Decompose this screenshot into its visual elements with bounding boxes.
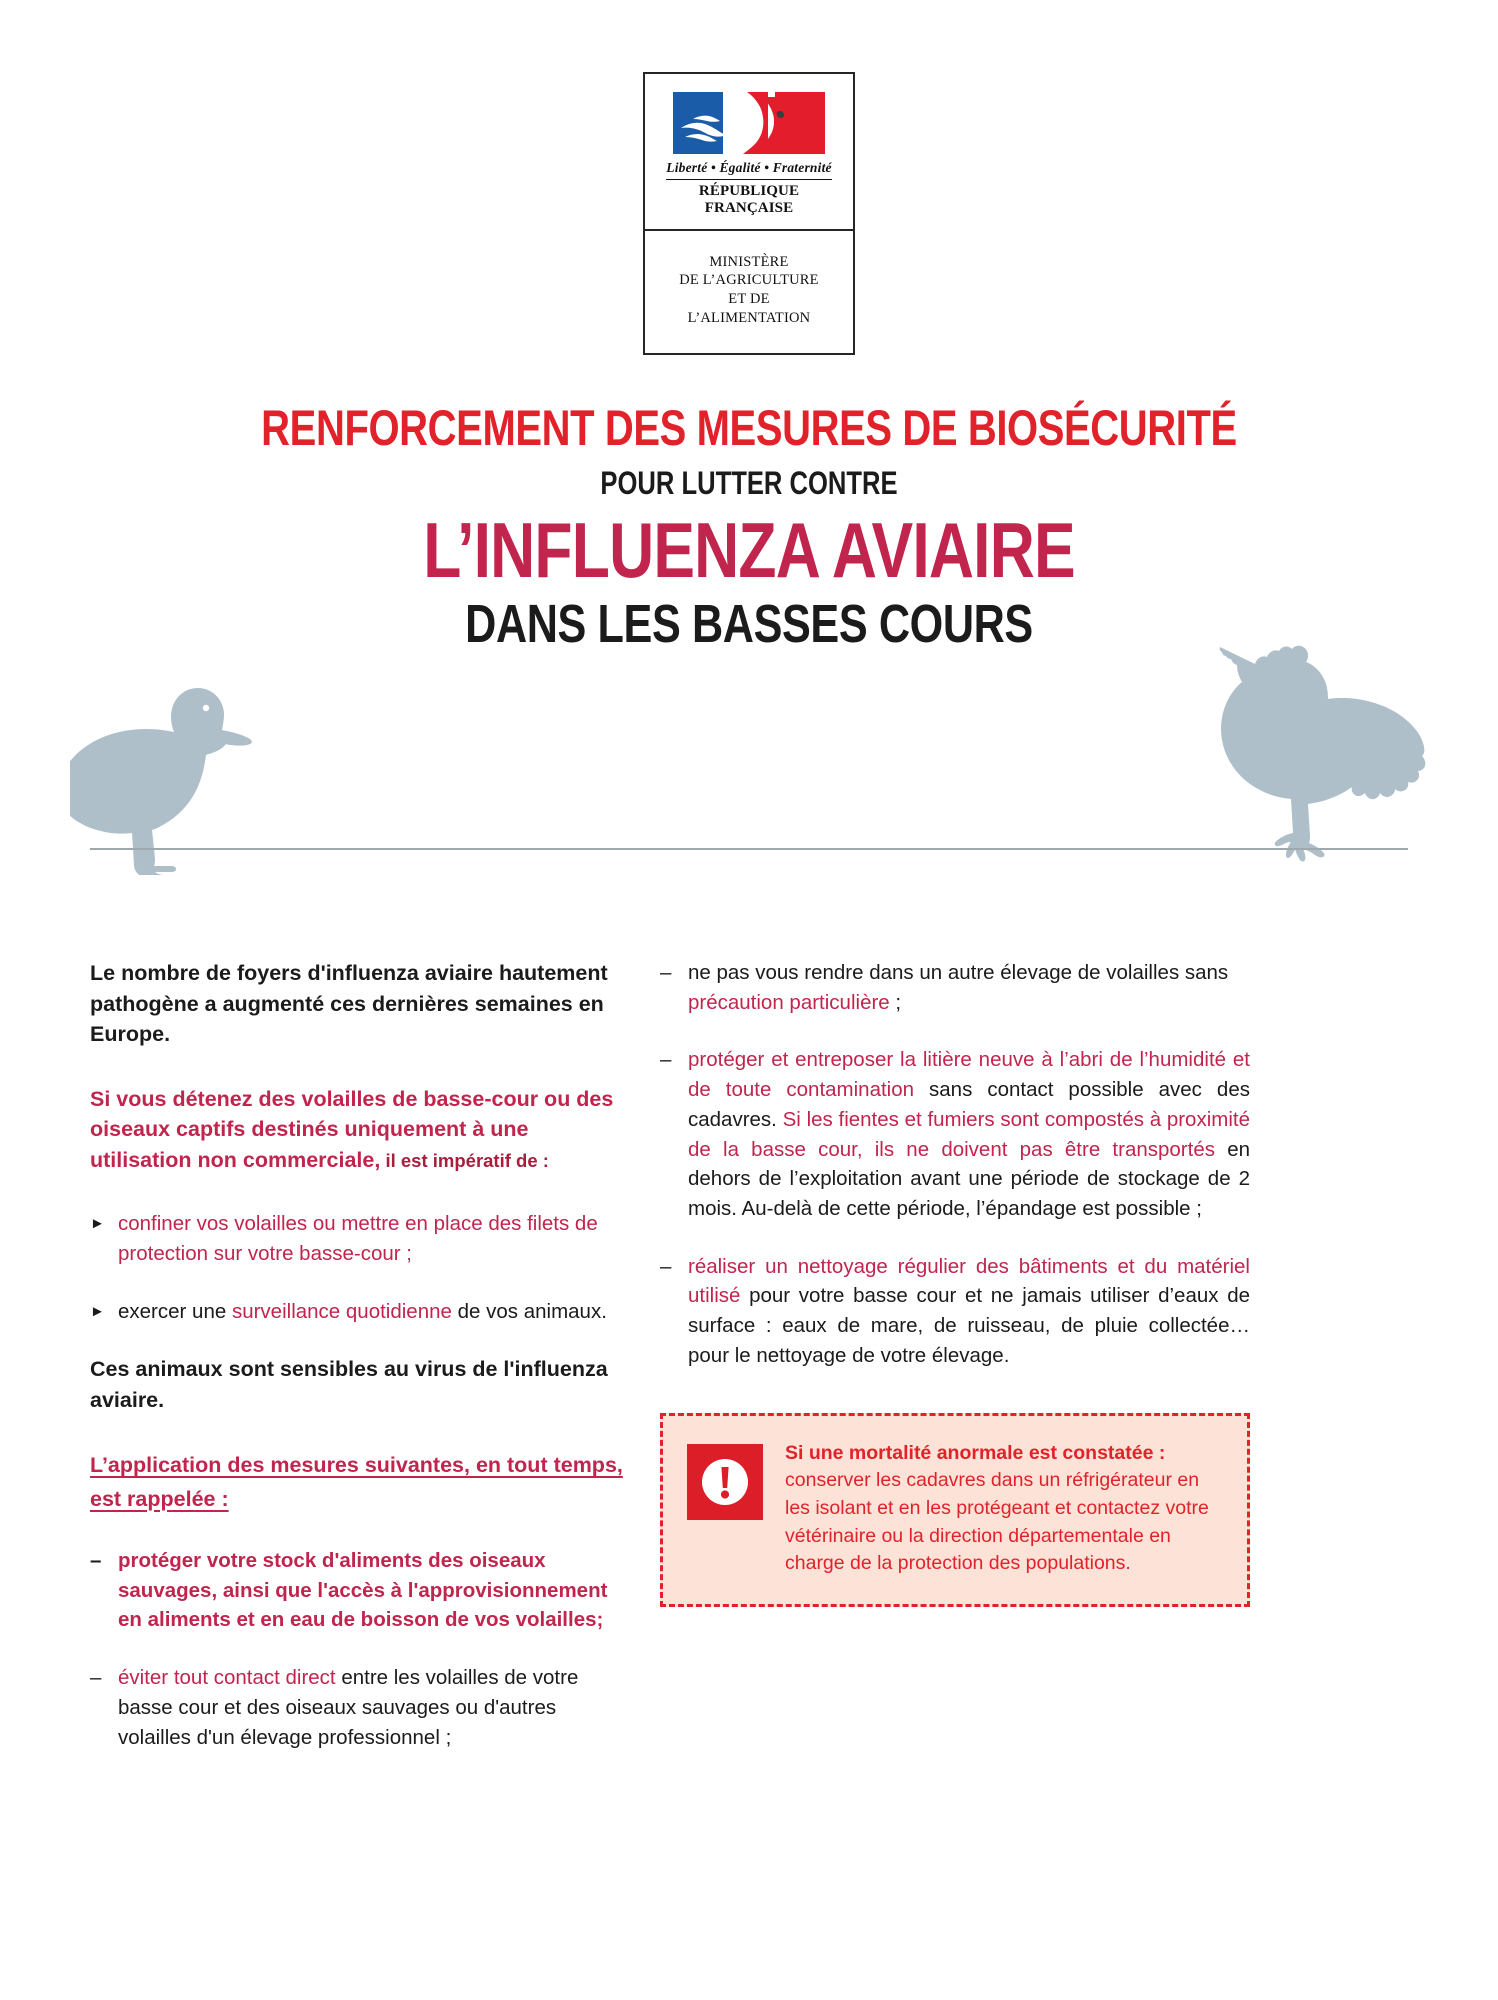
text-run: ne pas vous rendre dans un autre élevage de volailles sans <box>688 961 1229 984</box>
list-item-text <box>118 1663 630 1752</box>
text-run: éviter tout contact direct <box>118 1666 336 1690</box>
poster-title <box>0 400 1498 655</box>
ministry-line-2: DE L’AGRICULTURE <box>679 272 819 289</box>
bird-silhouettes <box>0 620 1498 880</box>
intro-paragraph: Le nombre de foyers d'influenza aviaire hautement pathogène a augmenté ces dernières semaines en Europe. <box>90 961 608 1047</box>
right-column <box>660 958 1340 1780</box>
list-item <box>660 1045 1250 1223</box>
hen-silhouette-icon <box>1195 640 1430 880</box>
rappel-heading-text: L’application des mesures suivantes, en tout temps, est rappelée : <box>90 1453 623 1511</box>
ministry-name-block <box>645 231 853 353</box>
list-item-text <box>118 1209 630 1268</box>
text-run: Si les fientes et fumiers sont compostés à proximité de la basse cour, ils ne doivent pas être transportés <box>688 1107 1250 1161</box>
republic-block <box>645 74 853 231</box>
text-run: entre les volailles de votre basse cour et des oiseaux sauvages ou d'autres volailles d'un élevage professionnel ; <box>118 1666 579 1749</box>
marianne-flag-icon <box>673 92 825 154</box>
title-line-1: RENFORCEMENT DES MESURES DE BIOSÉCURITÉ <box>261 400 1237 457</box>
exclamation-warning-icon <box>687 1444 763 1520</box>
mortality-alert-box <box>660 1413 1250 1607</box>
dash-bullet-icon: – <box>90 1548 102 1572</box>
sensible-paragraph: Ces animaux sont sensibles au virus de l'influenza aviaire. <box>90 1357 608 1412</box>
triangle-bullet-icon: ► <box>90 1302 105 1320</box>
list-item-text <box>688 1045 1250 1223</box>
text-run: en dehors de l’exploitation avant une période de stockage de 2 mois. Au-delà de cette période, l’épandage est possible ; <box>688 1137 1250 1221</box>
list-item-text <box>118 1546 630 1635</box>
triangle-bullet-list <box>90 1209 630 1326</box>
lead-paragraph <box>90 1084 630 1176</box>
dash-bullet-icon: – <box>660 1048 672 1072</box>
dash-bullet-icon: – <box>90 1666 102 1690</box>
text-run: pour votre basse cour et ne jamais utiliser d’eaux de surface : eaux de mare, de ruisseau, de pluie collectée… pour le nettoyage de votre élevage. <box>688 1284 1250 1367</box>
text-run: de vos animaux. <box>451 1299 607 1323</box>
alert-body: conserver les cadavres dans un réfrigérateur en les isolant et en les protégeant et contactez votre vétérinaire ou la direction départementale en charge de la protection des populations. <box>785 1469 1209 1575</box>
text-run: réaliser un nettoyage régulier des bâtiments et du matériel utilisé <box>688 1254 1250 1308</box>
lead-main-text: Si vous détenez des volailles de basse-cour ou des oiseaux captifs destinés uniquement à une utilisation non commerciale, <box>90 1086 614 1172</box>
list-item <box>660 1252 1250 1371</box>
alert-text <box>785 1440 1221 1578</box>
triangle-bullet-icon: ► <box>90 1215 105 1233</box>
left-column <box>0 958 660 1780</box>
list-item <box>90 1297 630 1327</box>
dash-bullet-icon: – <box>660 961 672 984</box>
left-dash-bullet-list <box>90 1546 630 1752</box>
alert-heading: Si une mortalité anormale est constatée : <box>785 1441 1166 1464</box>
list-item-text <box>688 958 1250 1017</box>
list-item <box>660 958 1250 1017</box>
ground-divider <box>90 848 1408 850</box>
duck-silhouette-icon <box>70 680 310 875</box>
text-run: sans contact possible avec des cadavres. <box>688 1078 1250 1131</box>
dash-bullet-icon: – <box>660 1254 672 1278</box>
logo-box <box>643 72 855 355</box>
rappel-heading <box>90 1449 630 1516</box>
text-run: protéger et entreposer la litière neuve à l’abri de l’humidité et de toute contamination <box>688 1048 1250 1102</box>
text-run: ; <box>889 990 902 1014</box>
list-item <box>90 1663 630 1752</box>
ministry-logo <box>0 0 1498 355</box>
lead-imperative-text: il est impératif de : <box>380 1149 549 1171</box>
ministry-line-1: MINISTÈRE <box>709 253 789 270</box>
right-dash-bullet-list <box>660 958 1250 1371</box>
text-run: exercer une <box>118 1299 232 1323</box>
title-line-2: POUR LUTTER CONTRE <box>600 465 898 502</box>
text-run: protéger votre stock d'aliments des oiseaux sauvages, ainsi que l'accès à l'approvisionnement en aliments et en eau de boisson de vos volailles; <box>118 1548 608 1632</box>
list-item <box>90 1546 630 1635</box>
list-item <box>90 1209 630 1268</box>
text-run: précaution particulière <box>688 990 890 1014</box>
title-line-4: DANS LES BASSES COURS <box>465 594 1033 655</box>
text-run: confiner vos volailles ou mettre en place des filets de protection sur votre basse-cour ; <box>118 1212 598 1265</box>
ministry-line-3: ET DE <box>728 290 770 307</box>
devise-text: Liberté • Égalité • Fraternité <box>666 160 831 180</box>
content-area <box>0 958 1498 1780</box>
title-line-3: L’INFLUENZA AVIAIRE <box>423 506 1075 595</box>
text-run: surveillance quotidienne <box>231 1299 452 1323</box>
republique-text: RÉPUBLIQUE FRANÇAISE <box>698 182 800 216</box>
ministry-line-4: L’ALIMENTATION <box>687 309 811 326</box>
list-item-text <box>688 1252 1250 1371</box>
list-item-text <box>118 1297 630 1327</box>
